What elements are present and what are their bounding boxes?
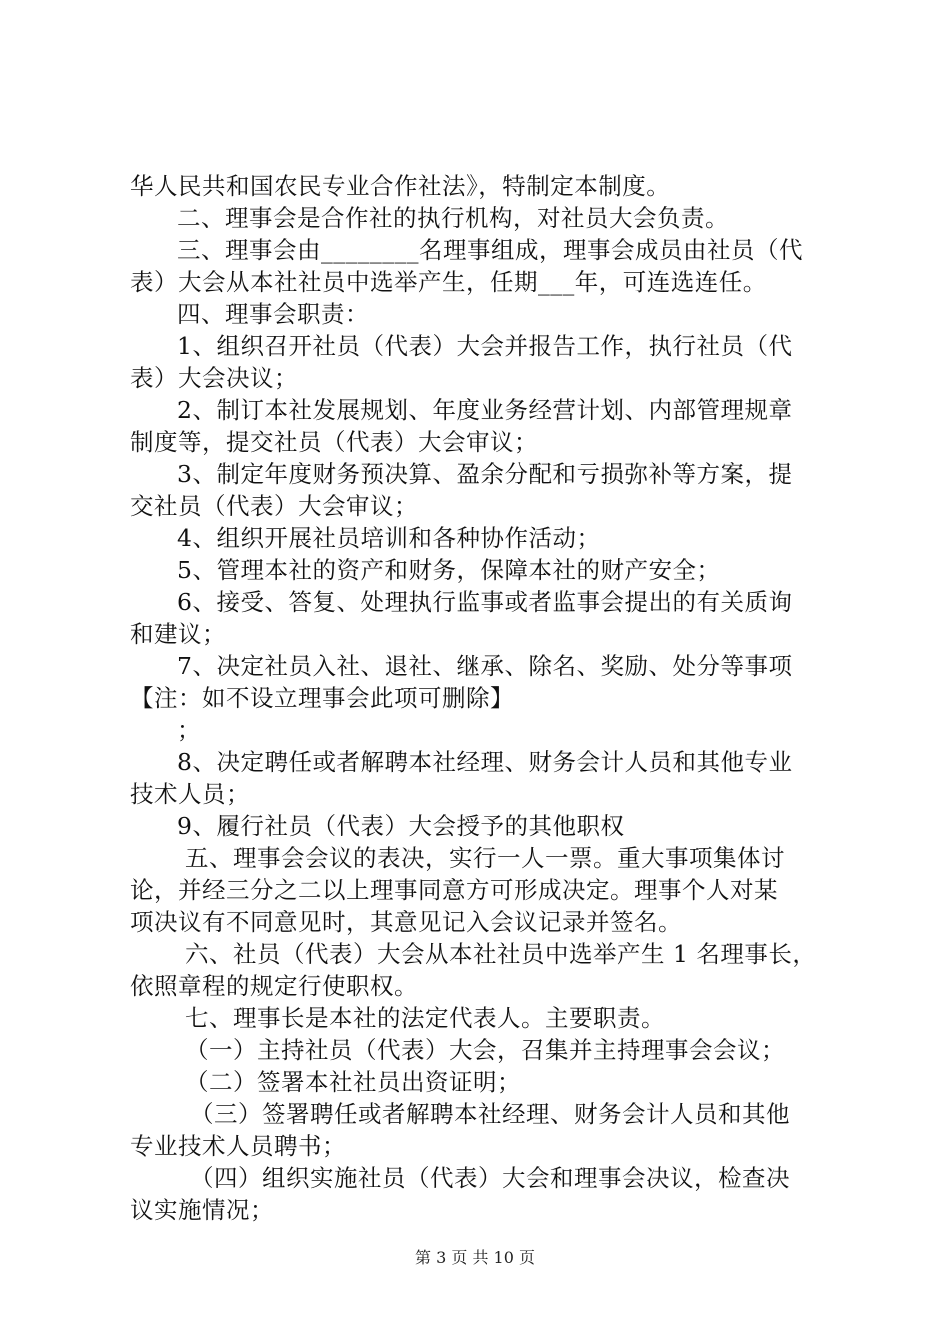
- text-line: 3、制定年度财务预决算、盈余分配和亏损弥补等方案，提: [177, 460, 793, 488]
- text-line: 五、理事会会议的表决，实行一人一票。重大事项集体讨: [185, 844, 785, 872]
- text-line: 四、理事会职责：: [177, 300, 369, 328]
- text-line: 8、决定聘任或者解聘本社经理、财务会计人员和其他专业: [177, 748, 793, 776]
- text-line: 1、组织召开社员（代表）大会并报告工作，执行社员（代: [177, 332, 793, 360]
- text-line: 三、理事会由________名理事组成，理事会成员由社员（代: [177, 236, 803, 264]
- text-line: 项决议有不同意见时，其意见记入会议记录并签名。: [130, 908, 682, 936]
- text-line: ；: [177, 716, 201, 744]
- text-line: 9、履行社员（代表）大会授予的其他职权: [177, 812, 625, 840]
- text-line: 表）大会决议；: [130, 364, 298, 392]
- text-line: 专业技术人员聘书；: [130, 1132, 346, 1160]
- document-body: [130, 170, 840, 1226]
- text-line: 5、管理本社的资产和财务，保障本社的财产安全；: [177, 556, 721, 584]
- text-line: 交社员（代表）大会审议；: [130, 492, 418, 520]
- text-line: 和建议；: [130, 620, 226, 648]
- text-line: 依照章程的规定行使职权。: [130, 972, 418, 1000]
- text-line: 【注：如不设立理事会此项可删除】: [130, 684, 514, 712]
- text-line: 七、理事长是本社的法定代表人。主要职责。: [185, 1004, 665, 1032]
- text-line: 4、组织开展社员培训和各种协作活动；: [177, 524, 601, 552]
- text-line: 2、制订本社发展规划、年度业务经营计划、内部管理规章: [177, 396, 793, 424]
- text-line: 议实施情况；: [130, 1196, 274, 1224]
- text-line: （二）签署本社社员出资证明；: [185, 1068, 521, 1096]
- text-line: （四）组织实施社员（代表）大会和理事会决议，检查决: [190, 1164, 790, 1192]
- text-line: 技术人员；: [130, 780, 250, 808]
- text-line: 华人民共和国农民专业合作社法》，特制定本制度。: [130, 172, 671, 200]
- text-line: 7、决定社员入社、退社、继承、除名、奖励、处分等事项: [177, 652, 793, 680]
- text-line: 制度等，提交社员（代表）大会审议；: [130, 428, 538, 456]
- text-line: 6、接受、答复、处理执行监事或者监事会提出的有关质询: [177, 588, 793, 616]
- text-line: 表）大会从本社社员中选举产生，任期___年，可连选连任。: [130, 268, 767, 296]
- text-line: （一）主持社员（代表）大会，召集并主持理事会会议；: [185, 1036, 785, 1064]
- text-line: 论，并经三分之二以上理事同意方可形成决定。理事个人对某: [130, 876, 778, 904]
- text-line: 二、理事会是合作社的执行机构，对社员大会负责。: [177, 204, 729, 232]
- page-number-footer: 第 3 页 共 10 页: [415, 1248, 535, 1267]
- text-line: 六、社员（代表）大会从本社社员中选举产生 1 名理事长，: [185, 940, 817, 968]
- text-line: （三）签署聘任或者解聘本社经理、财务会计人员和其他: [190, 1100, 790, 1128]
